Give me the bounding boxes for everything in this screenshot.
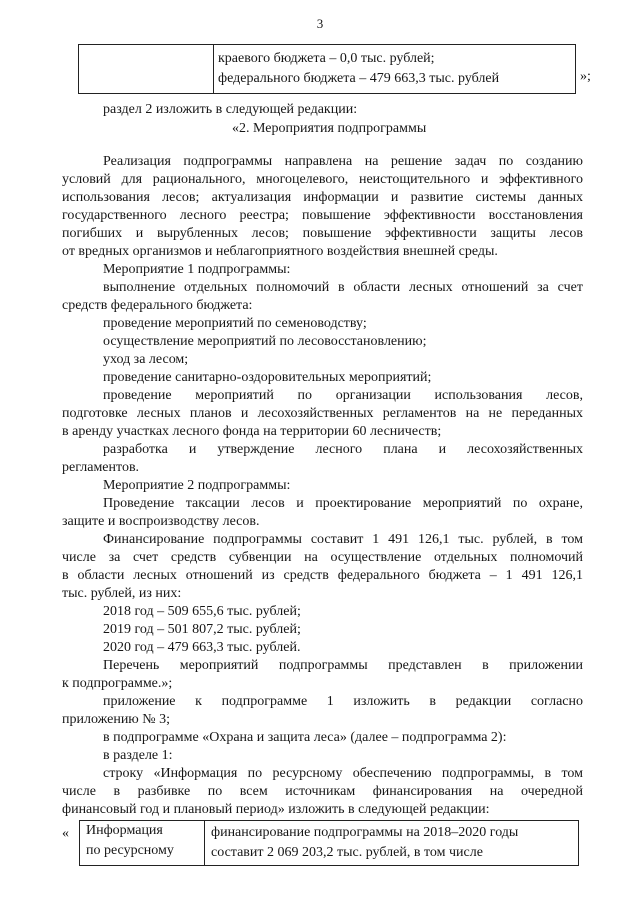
text-line: подготовке лесных планов и лесохозяйственных регламентов на не переданных: [62, 406, 583, 421]
text-line: погибших и вырубленных лесов; повышение эффективности защиты лесов: [62, 226, 583, 241]
text-line: проведение санитарно-оздоровительных мероприятий;: [103, 370, 432, 385]
text-line: в подпрограмме «Охрана и защита леса» (далее – подпрограмма 2):: [103, 730, 507, 745]
top-table-line: федерального бюджета – 479 663,3 тыс. рублей: [218, 71, 500, 86]
text-line: числе в разбивке по всем источникам финансирования на очередной: [62, 784, 583, 799]
top-table-close-quote: »;: [580, 69, 591, 84]
text-line: защите и воспроизводству лесов.: [62, 514, 260, 529]
text-line: строку «Информация по ресурсному обеспечению подпрограммы, в том: [103, 766, 583, 781]
text-line: Мероприятие 2 подпрограммы:: [103, 478, 291, 493]
text-line: в области лесных отношений из средств федерального бюджета – 1 491 126,1: [62, 568, 583, 583]
text-line: уход за лесом;: [103, 352, 189, 367]
text-line: в разделе 1:: [103, 748, 173, 763]
text-line: условий для рационального, многоцелевого, неистощительного и эффективного: [62, 172, 583, 187]
text-line: выполнение отдельных полномочий в области лесных отношений за счет: [103, 280, 583, 295]
text-line: 2019 год – 501 807,2 тыс. рублей;: [103, 622, 301, 637]
bottom-table-open-quote: «: [62, 826, 69, 841]
bottom-table: [79, 820, 579, 866]
text-line: использования лесов; актуализация информации и развитие системы данных: [62, 190, 583, 205]
text-line: проведение мероприятий по семеноводству;: [103, 316, 367, 331]
text-line: приложению № 3;: [62, 712, 171, 727]
bottom-table-right-cell: [211, 823, 518, 863]
text-line: средств федерального бюджета:: [62, 298, 253, 313]
text-line: Финансирование подпрограммы составит 1 491 126,1 тыс. рублей, в том: [103, 532, 583, 547]
page-number: 3: [316, 16, 324, 31]
text-line: к подпрограмме.»;: [62, 676, 173, 691]
bottom-table-line: Информация: [86, 823, 163, 838]
text-line: Мероприятие 1 подпрограммы:: [103, 262, 291, 277]
bottom-table-line: составит 2 069 203,2 тыс. рублей, в том числе: [211, 845, 483, 860]
bottom-table-line: по ресурсному: [86, 843, 174, 858]
top-table-left-cell: [79, 45, 214, 93]
text-line: Проведение таксации лесов и проектирование мероприятий по охране,: [103, 496, 583, 511]
top-table: [78, 44, 576, 94]
text-line: тыс. рублей, из них:: [62, 586, 182, 601]
text-line: от вредных организмов и неблагоприятного воздействия внешней среды.: [62, 244, 498, 259]
bottom-table-left-cell: [80, 821, 205, 865]
text-line: приложение к подпрограмме 1 изложить в редакции согласно: [103, 694, 583, 709]
bottom-table-line: финансирование подпрограммы на 2018–2020 годы: [211, 825, 519, 840]
text-line: Перечень мероприятий подпрограммы представлен в приложении: [103, 658, 583, 673]
text-line: проведение мероприятий по организации использования лесов,: [103, 388, 583, 403]
text-line: государственного лесного реестра; повышение эффективности восстановления: [62, 208, 583, 223]
text-line: регламентов.: [62, 460, 140, 475]
text-line: разработка и утверждение лесного плана и лесохозяйственных: [103, 442, 583, 457]
section-heading: «2. Мероприятия подпрограммы: [232, 121, 427, 136]
text-line: раздел 2 изложить в следующей редакции:: [103, 102, 358, 117]
text-line: Реализация подпрограммы направлена на решение задач по созданию: [103, 154, 583, 169]
text-line: финансовый год и плановый период» изложить в следующей редакции:: [62, 802, 490, 817]
text-line: осуществление мероприятий по лесовосстановлению;: [103, 334, 427, 349]
text-line: в аренду участках лесного фонда на территории 60 лесничеств;: [62, 424, 442, 439]
text-line: числе за счет средств субвенции на осуществление отдельных полномочий: [62, 550, 583, 565]
top-table-line: краевого бюджета – 0,0 тыс. рублей;: [218, 51, 435, 66]
top-table-right-cell: [218, 49, 499, 89]
text-line: 2018 год – 509 655,6 тыс. рублей;: [103, 604, 301, 619]
text-line: 2020 год – 479 663,3 тыс. рублей.: [103, 640, 301, 655]
